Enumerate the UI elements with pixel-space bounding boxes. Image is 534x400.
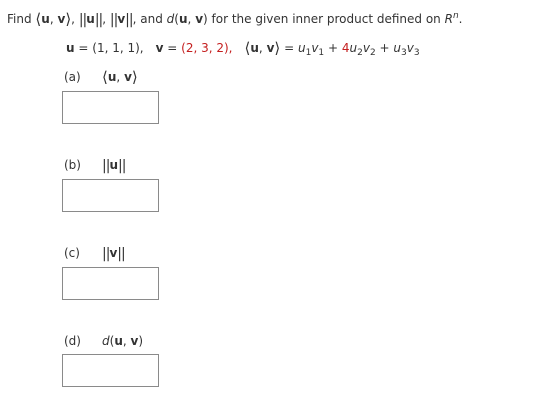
comma: , — [49, 12, 54, 26]
v-symbol: v — [57, 12, 66, 26]
v-value: (2, 3, 2), — [181, 41, 233, 55]
answer-field-b[interactable] — [62, 179, 159, 212]
and-word: and — [140, 12, 163, 26]
comma: , — [132, 12, 137, 26]
ip-term-2: $4u_2v_2$ — [341, 41, 376, 58]
left-angle: ⟨ — [35, 10, 42, 28]
left-angle: ⟨ — [244, 39, 251, 57]
norm-bar: || — [78, 12, 87, 28]
question-text: Find ⟨ u , v ⟩ , || u || , || v || , and d ( u , v ) for the given inner product defined on R n . — [7, 10, 463, 28]
part-b-label — [64, 158, 125, 172]
norm-bar: || — [102, 158, 110, 174]
v-symbol: v — [117, 12, 126, 26]
u-symbol: u — [66, 41, 75, 55]
u-symbol: u — [178, 12, 188, 26]
part-b-letter: (b) — [64, 158, 81, 172]
d-symbol: d — [102, 334, 110, 348]
norm-bar: || — [102, 246, 110, 262]
part-c-letter: (c) — [64, 246, 80, 260]
v-symbol: v — [109, 246, 118, 260]
comma: , — [116, 70, 121, 84]
v-symbol: v — [195, 12, 204, 26]
question-suffix: for the given inner product defined on — [211, 12, 441, 26]
v-symbol: v — [130, 334, 139, 348]
v-symbol: v — [124, 70, 132, 84]
u-symbol: u — [109, 158, 118, 172]
period: . — [458, 12, 463, 26]
u-symbol: u — [107, 70, 117, 84]
answer-field-d[interactable] — [62, 354, 159, 387]
left-angle: ⟨ — [102, 68, 108, 86]
part-a-label — [64, 70, 138, 84]
comma: , — [71, 12, 75, 26]
part-c-label — [64, 246, 125, 260]
v-symbol: v — [266, 41, 275, 55]
norm-bar: || — [109, 12, 118, 28]
r-symbol: R — [444, 12, 453, 26]
given-vectors — [66, 39, 420, 58]
find-word: Find — [7, 12, 32, 26]
u-value: (1, 1, 1), — [92, 41, 144, 55]
answer-field-a[interactable] — [62, 91, 159, 124]
u-symbol: u — [114, 334, 123, 348]
ip-term-3: $u_3v_3$ — [393, 41, 420, 58]
u-symbol: u — [250, 41, 259, 55]
u-symbol: u — [41, 12, 50, 26]
right-angle: ⟩ — [131, 68, 138, 86]
part-a-letter: (a) — [64, 70, 81, 84]
equals-sign: = — [284, 41, 295, 55]
norm-bar: || — [125, 12, 133, 28]
plus-sign: + — [379, 41, 390, 55]
d-symbol: d — [166, 12, 175, 26]
norm-bar: || — [94, 12, 103, 28]
answer-field-c[interactable] — [62, 267, 159, 300]
right-angle: ⟩ — [274, 39, 281, 57]
equals-sign: = — [78, 41, 89, 55]
u-symbol: u — [86, 12, 95, 26]
norm-bar: || — [117, 158, 126, 174]
part-d-letter: (d) — [64, 334, 81, 348]
v-symbol: v — [155, 41, 164, 55]
comma: , — [187, 12, 192, 26]
equals-sign: = — [167, 41, 178, 55]
comma: , — [258, 41, 263, 55]
norm-bar: || — [117, 246, 125, 262]
part-d-label: (d) d ( u , v ) — [64, 334, 144, 348]
comma: , — [122, 334, 127, 348]
r-exponent: n — [452, 11, 459, 21]
plus-sign: + — [327, 41, 339, 55]
right-angle: ⟩ — [65, 10, 72, 28]
comma: , — [102, 12, 107, 26]
ip-term-1: $u_1v_1$ — [297, 41, 325, 58]
